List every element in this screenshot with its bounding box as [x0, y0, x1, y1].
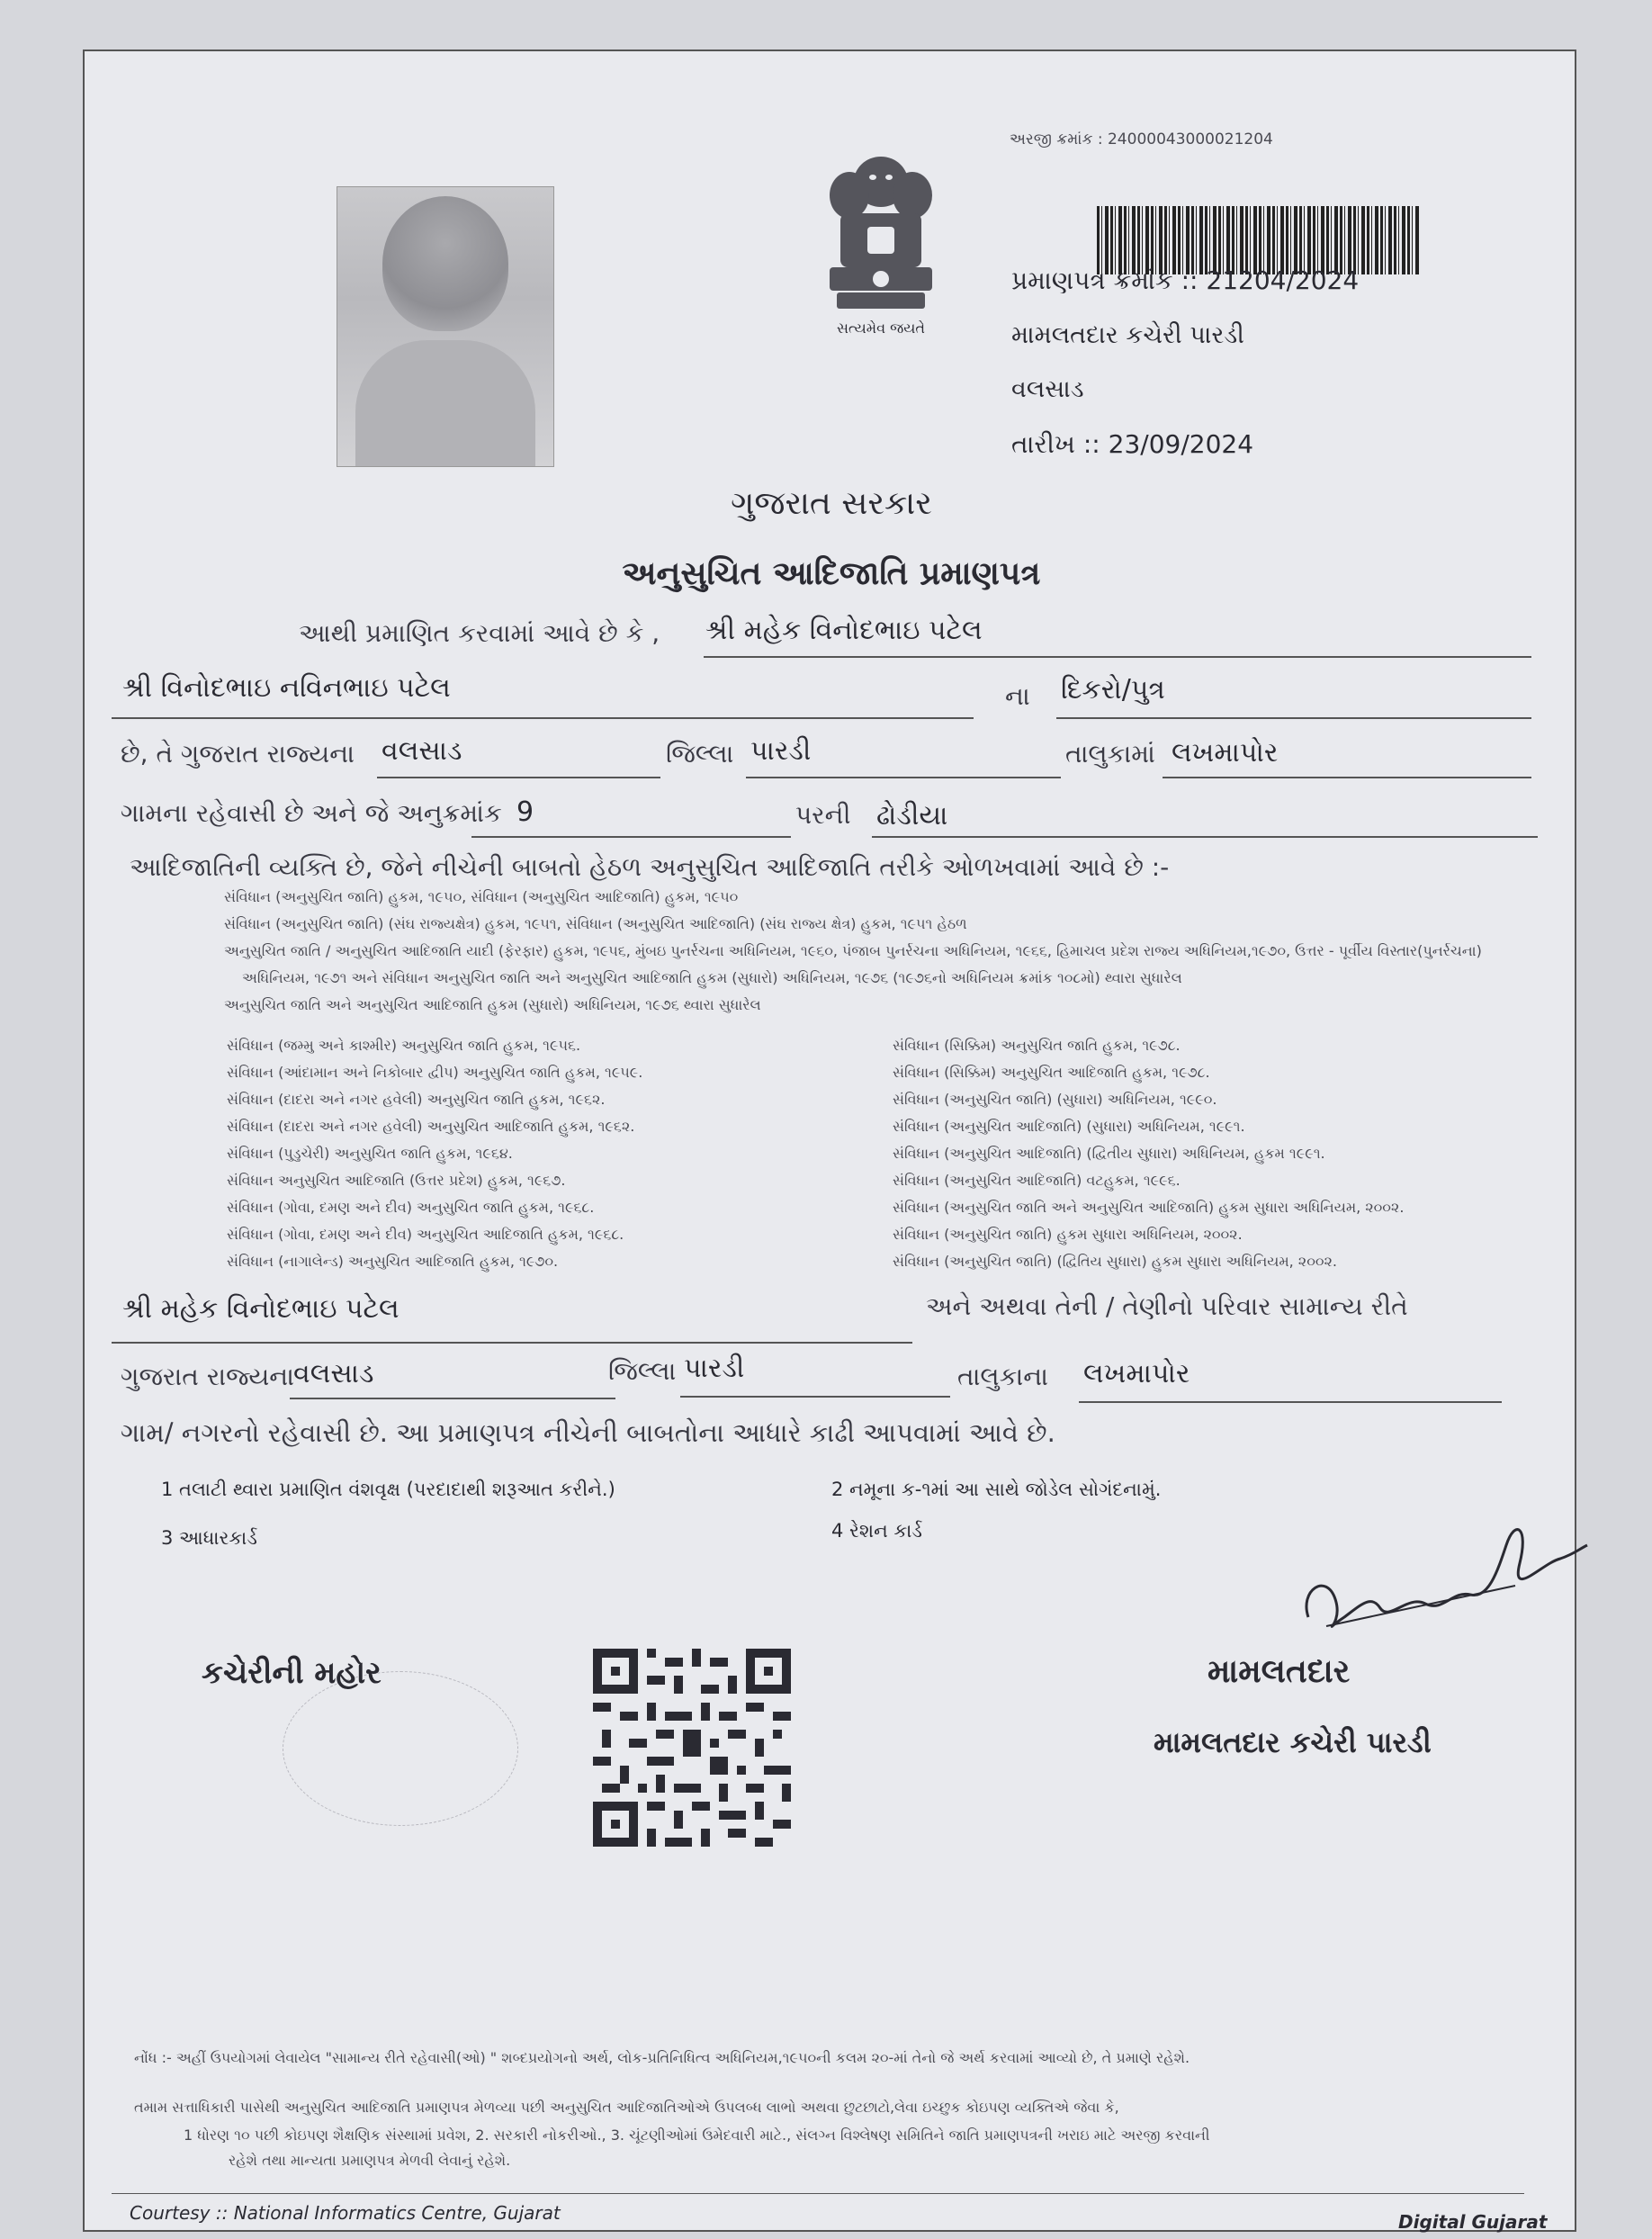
barcode — [1097, 206, 1421, 274]
applicant-photo — [337, 186, 554, 467]
photo-head — [382, 196, 508, 331]
residence-jilla: પારડી — [684, 1353, 745, 1384]
government-title: ગુજરાત સરકાર — [731, 485, 932, 522]
taluka-label: તાલુકામાં — [1065, 739, 1155, 769]
order-line: અનુસુચિત જાતિ અને અનુસુચિત આદિજાતિ હુકમ (સુધારો) અધિનિયમ, ૧૯૭૬ થ્વારા સુધારેલ — [224, 996, 761, 1013]
underline — [1056, 717, 1531, 719]
signatory-title: મામલતદાર — [1208, 1653, 1351, 1690]
certificate-number-row — [1011, 265, 1359, 296]
holder-name: શ્રી મહેક વિનોદભાઇ પટેલ — [705, 615, 983, 646]
order-right: સંવિધાન (સિક્કિમ) અનુસુચિત જાતિ હુકમ, ૧૯૭૮. — [893, 1037, 1181, 1054]
order-left: સંવિધાન (નાગાલેન્ડ) અનુસુચિત આદિજાતિ હુકમ, ૧૯૭૦. — [227, 1253, 559, 1270]
na-text: ના — [1005, 681, 1030, 711]
photo-body — [355, 340, 535, 466]
qr-code-icon — [593, 1649, 791, 1847]
footer-divider — [112, 2193, 1524, 2194]
order-right: સંવિધાન (અનુસુચિત આદિજાતિ) વટહુકમ, ૧૯૯૬. — [893, 1172, 1181, 1189]
order-right: સંવિધાન (અનુસુચિત જાતિ) (દ્વિતિય સુધારા) હુકમ સુધારા અધિનિયમ, ૨૦૦૨. — [893, 1253, 1337, 1270]
order-line: સંવિધાન (અનુસુચિત જાતિ) (સંઘ રાજ્યક્ષેત્ર) હુકમ, ૧૯૫૧, સંવિધાન (અનુસુચિત આદિજાતિ) (સંઘ રાજ્ય ક્ષેત્ર) હુકમ, ૧૯૫૧ હેઠળ — [224, 915, 967, 932]
order-right: સંવિધાન (અનુસુચિત આદિજાતિ) (દ્વિતીય સુધારા) અધિનિયમ, હુકમ ૧૯૯૧. — [893, 1145, 1325, 1162]
order-left: સંવિધાન (દાદરા અને નગર હવેલી) અનુસુચિત આદિજાતિ હુકમ, ૧૯૬૨. — [227, 1118, 635, 1135]
underline — [1163, 777, 1531, 778]
emblem-caption: સત્યમેવ જયતે — [837, 319, 925, 337]
tribal-statement: આદિજાતિની વ્યક્તિ છે, જેને નીચેની બાબતો હેઠળ અનુસુચિત આદિજાતિ તરીકે ઓળખવામાં આવે છે :- — [130, 852, 1170, 882]
order-line: સંવિધાન (અનુસુચિત જાતિ) હુકમ, ૧૯૫૦, સંવિધાન (અનુસુચિત આદિજાતિ) હુકમ, ૧૯૫૦ — [224, 888, 739, 905]
note-line: તમામ સત્તાધિકારી પાસેથી અનુસુચિત આદિજાતિ પ્રમાણપત્ર મેળવ્યા પછી અનુસુચિત આદિજાતિઓએ ઉપલબ્ધ લાભો અથવા છુટછાટો,લેવા ઇચ્છુક કોઇપણ વ્યક્તિએ જેવા કે, — [134, 2099, 1119, 2116]
underline — [1079, 1401, 1502, 1403]
document-item: 1 તલાટી થ્વારા પ્રમાણિત વંશવૃક્ષ (પરદાદાથી શરૂઆત કરીને.) — [161, 1479, 615, 1500]
document-item: 4 રેશન કાર્ડ — [831, 1520, 922, 1542]
relation: દિકરો/પુત્ર — [1061, 674, 1165, 706]
residence-district: વલસાડ — [293, 1358, 374, 1389]
father-name: શ્રી વિનોદભાઇ નવિનભાઇ પટેલ — [122, 672, 451, 704]
underline — [680, 1396, 950, 1398]
taluka-value: લખમાપોર — [1172, 737, 1279, 769]
document-item: 3 આધારકાર્ડ — [161, 1527, 257, 1549]
order-left: સંવિધાન (ગોવા, દમણ અને દીવ) અનુસુચિત જાતિ હુકમ, ૧૯૬૮. — [227, 1199, 595, 1216]
office-seal-label: કચેરીની મહોર — [202, 1655, 382, 1691]
state-emblem-icon — [813, 146, 948, 339]
basis-line: ગામ/ નગરનો રહેવાસી છે. આ પ્રમાણપત્ર નીચેની બાબતોના આધારે કાઢી આપવામાં આવે છે. — [121, 1417, 1055, 1448]
intro-text: આથી પ્રમાણિત કરવામાં આવે છે કે , — [299, 618, 660, 648]
certificate-number: 21204/2024 — [1206, 265, 1360, 295]
residence-taluka: લખમાપોર — [1083, 1358, 1190, 1389]
certificate-sheet — [83, 49, 1576, 2232]
certificate-number-label: પ્રમાણપત્ર ક્રમાંક — [1011, 265, 1173, 295]
courtesy-text: Courtesy :: National Informatics Centre, Gujarat — [130, 2202, 561, 2224]
certificate-number-sep: :: — [1181, 265, 1207, 295]
order-right: સંવિધાન (સિક્કિમ) અનુસુચિત આદિજાતિ હુકમ, ૧૯૭૮. — [893, 1064, 1210, 1081]
jilla-value: પારડી — [750, 735, 812, 767]
order-right: સંવિધાન (અનુસુચિત આદિજાતિ) (સુધારા) અધિનિયમ, ૧૯૯૧. — [893, 1118, 1245, 1135]
order-right: સંવિધાન (અનુસુચિત જાતિ) (સુધારા) અધિનિયમ, ૧૯૯૦. — [893, 1091, 1217, 1108]
issuing-district: વલસાડ — [1011, 375, 1084, 403]
underline — [704, 656, 1531, 658]
jilla-label: જિલ્લા — [666, 739, 734, 769]
serial-number: 9 — [516, 796, 534, 828]
signatory-office: મામલતદાર કચેરી પારડી — [1154, 1725, 1432, 1759]
order-right: સંવિધાન (અનુસુચિત જાતિ) હુકમ સુધારા અધિનિયમ, ૨૦૦૨. — [893, 1226, 1243, 1243]
underline — [290, 1398, 615, 1399]
note-line: રહેશે તથા માન્યતા પ્રમાણપત્ર મેળવી લેવાનું રહેશે. — [229, 2152, 511, 2169]
district-value: વલસાડ — [382, 735, 462, 767]
state-prefix: છે, તે ગુજરાત રાજ્યના — [121, 739, 355, 769]
order-left: સંવિધાન (આંદામાન અને નિકોબાર દ્વીપ) અનુસુચિત જાતિ હુકમ, ૧૯૫૯. — [227, 1064, 643, 1081]
underline — [872, 836, 1538, 838]
tribe-name: ઢોડીયા — [876, 800, 948, 832]
residence-jilla-label: જિલ્લા — [608, 1356, 677, 1386]
residence-taluka-label: તાલુકાના — [957, 1362, 1048, 1391]
underline — [377, 777, 660, 778]
issue-date: 23/09/2024 — [1108, 429, 1254, 459]
order-left: સંવિધાન (જમ્મુ અને કાશ્મીર) અનુસુચિત જાતિ હુકમ, ૧૯૫૬. — [227, 1037, 581, 1054]
note-line: નોંધ :- અહીં ઉપયોગમાં લેવાયેલ "સામાન્ય રીતે રહેવાસી(ઓ) " શબ્દપ્રયોગનો અર્થ, લોક-પ્રતિનિધિત્વ અધિનિયમ,૧૯૫૦ની કલમ ૨૦-માં તેનો જે અર્થ કરવામાં આવ્યો છે, તે પ્રમાણે રહેશે. — [134, 2049, 1190, 2066]
residence-state-prefix: ગુજરાત રાજ્યના — [121, 1362, 295, 1391]
issue-date-sep: :: — [1082, 429, 1109, 459]
underline — [112, 1342, 912, 1344]
family-line: અને અથવા તેની / તેણીનો પરિવાર સામાન્ય રીતે — [926, 1291, 1408, 1321]
certificate-title: અનુસુચિત આદિજાતિ પ્રમાણપત્ર — [622, 555, 1041, 592]
order-right: સંવિધાન (અનુસુચિત જાતિ અને અનુસુચિત આદિજાતિ) હુકમ સુધારા અધિનિયમ, ૨૦૦૨. — [893, 1199, 1405, 1216]
document-item: 2 નમૂના ક-૧માં આ સાથે જોડેલ સોગંદનામું. — [831, 1479, 1162, 1500]
order-left: સંવિધાન (દાદરા અને નગર હવેલી) અનુસુચિત જાતિ હુકમ, ૧૯૬૨. — [227, 1091, 606, 1108]
signature-icon — [1290, 1509, 1596, 1644]
office-seal-outline — [283, 1671, 518, 1826]
underline — [471, 836, 791, 838]
order-left: સંવિધાન (ગોવા, દમણ અને દીવ) અનુસુચિત આદિજાતિ હુકમ, ૧૯૬૮. — [227, 1226, 624, 1243]
order-line: અનુસુચિત જાતિ / અનુસુચિત આદિજાતિ યાદી (ફેરફાર) હુકમ, ૧૯૫૬, મુંબઇ પુનર્રચના અધિનિયમ, ૧૯૬૦, પંજાબ પુનર્રચના અધિનિયમ, ૧૯૬૬, હિમાચલ પ્રદેશ રાજ્ય અધિનિયમ,૧૯૭૦, ઉત્તર - પૂર્વીય વિસ્તાર(પુનર્રચના) — [224, 942, 1482, 959]
underline — [746, 777, 1061, 778]
issue-date-row — [1011, 429, 1253, 460]
residence-holder-name: શ્રી મહેક વિનોદભાઇ પટેલ — [122, 1293, 400, 1325]
issue-date-label: તારીખ — [1011, 429, 1075, 459]
order-left: સંવિધાન (પુડુચેરી) અનુસુચિત જાતિ હુકમ, ૧૯૬૪. — [227, 1145, 513, 1162]
order-line: અધિનિયમ, ૧૯૭૧ અને સંવિધાન અનુસુચિત જાતિ અને અનુસુચિત આદિજાતિ હુકમ (સુધારો) અધિનિયમ, ૧૯૭૬ (૧૯૭૬નો અધિનિયમ ક્રમાંક ૧૦૮મો) થ્વારા સુધારેલ — [242, 969, 1182, 986]
order-left: સંવિધાન અનુસુચિત આદિજાતિ (ઉત્તર પ્રદેશ) હુકમ, ૧૯૬૭. — [227, 1172, 566, 1189]
village-prefix: ગામના રહેવાસી છે અને જે અનુક્રમાંક — [121, 798, 502, 828]
issuing-office: મામલતદાર કચેરી પારડી — [1011, 321, 1244, 349]
note-line: 1 ધોરણ ૧૦ પછી કોઇપણ શૈક્ષણિક સંસ્થામાં પ્રવેશ, 2. સરકારી નોકરીઓ., 3. ચૂંટણીઓમાં ઉમેદવારી માટે., સંલગ્ન વિશ્લેષણ સમિતિને જાતિ પ્રમાણપત્રની ખરાઇ માટે અરજી કરવાની — [184, 2127, 1210, 2144]
digital-gujarat-text: Digital Gujarat — [1398, 2211, 1548, 2233]
par-label: પરની — [795, 800, 851, 830]
underline — [112, 717, 974, 719]
application-number: અરજી ક્રમાંક : 24000043000021204 — [1010, 130, 1273, 148]
